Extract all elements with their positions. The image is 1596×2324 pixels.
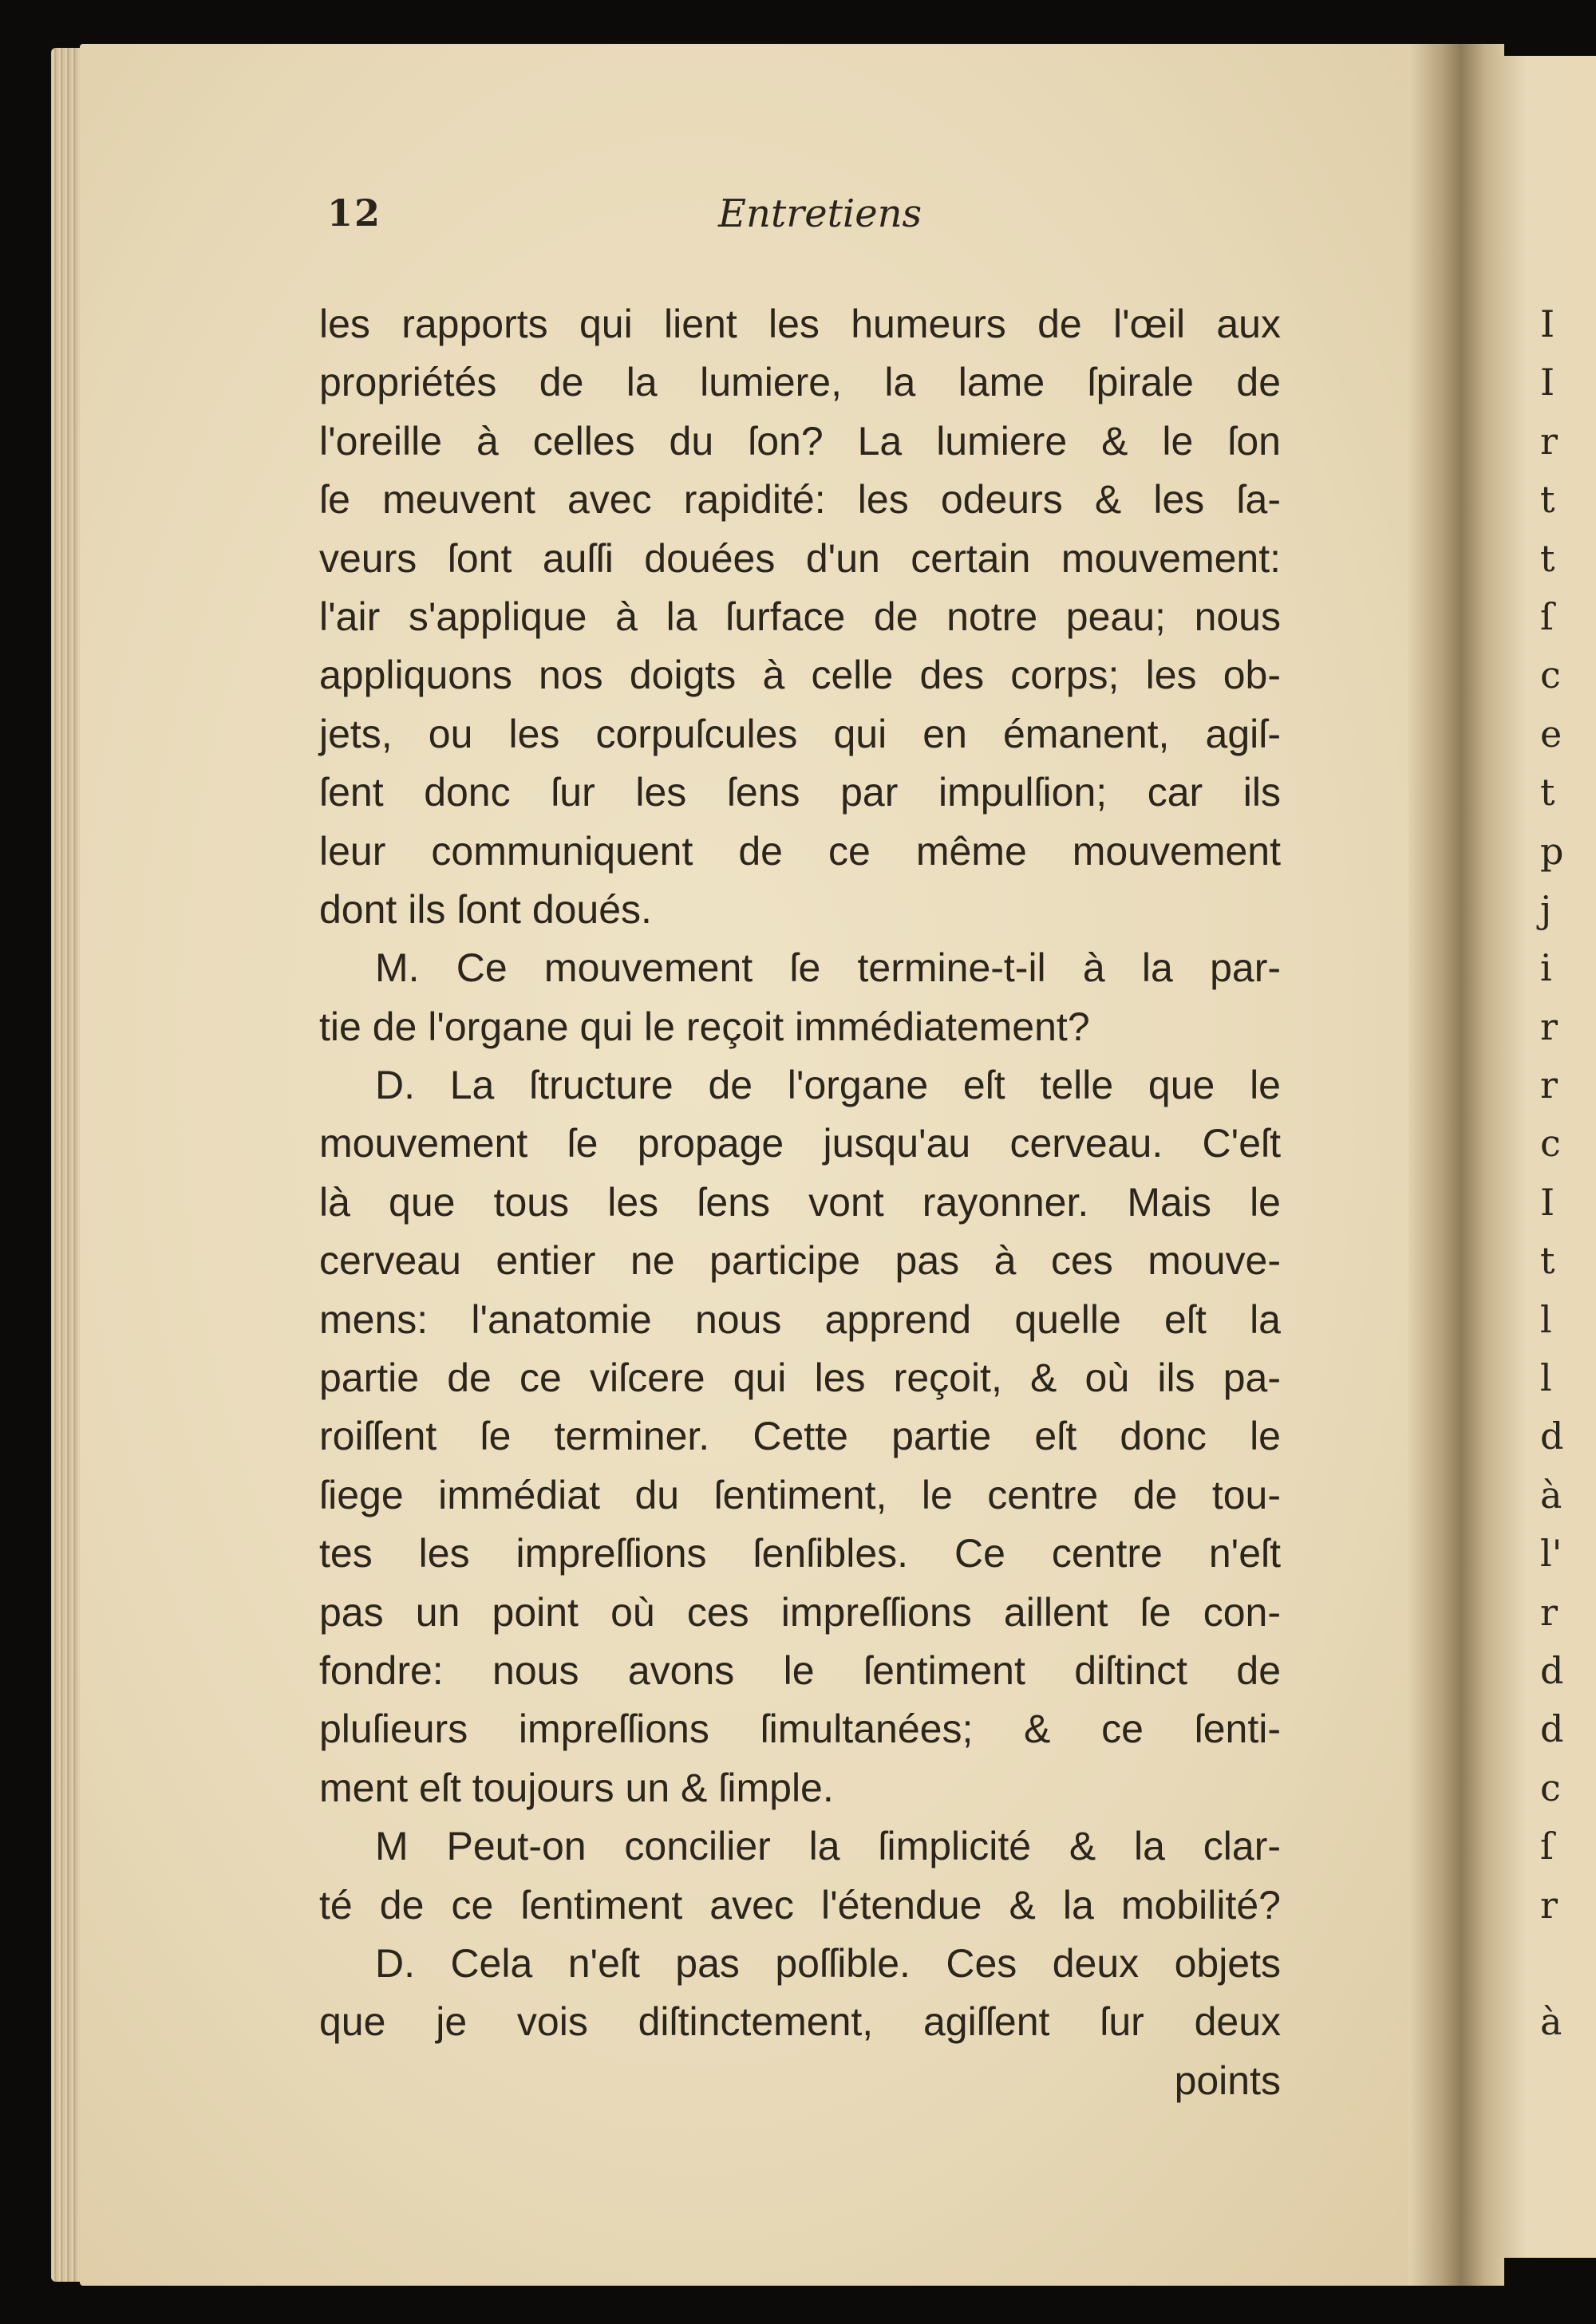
facing-letter: j [1540, 887, 1552, 931]
facing-letter: r [1540, 419, 1558, 463]
text-line: mouvement ſe propage jusqu'au cerveau. C'eſt [319, 1121, 1281, 1166]
text-line: jets, ou les corpuſcules qui en émanent, agiſ- [319, 711, 1281, 756]
facing-letter: r [1540, 1063, 1558, 1107]
facing-letter: d [1540, 1707, 1564, 1751]
facing-letter: l [1540, 1297, 1552, 1341]
text-line: leur communiquent de ce même mouvement [319, 828, 1281, 874]
page-heading: Entretiens [718, 191, 922, 236]
facing-letter: d [1540, 1415, 1564, 1458]
text-line: ſent donc ſur les ſens par impulſion; car ils [319, 770, 1281, 815]
facing-letter: c [1540, 1766, 1561, 1809]
text-line: D. Cela n'eſt pas poſſible. Ces deux objets [375, 1940, 1281, 1986]
facing-letter: ſ [1540, 1825, 1555, 1868]
facing-letter: c [1540, 653, 1561, 697]
facing-letter: l [1540, 1356, 1552, 1400]
text-line: tie de l'organe qui le reçoit immédiatement? [319, 1004, 1090, 1049]
text-line: les rapports qui lient les humeurs de l'œil aux [319, 302, 1281, 346]
text-line: l'air s'applique à la ſurface de notre peau; nous [319, 594, 1281, 639]
text-line: dont ils ſont doués. [319, 886, 652, 932]
facing-letter: à [1540, 1473, 1562, 1517]
text-line: veurs ſont auſſi douées d'un certain mouvement: [319, 535, 1281, 581]
text-line: partie de ce viſcere qui les reçoit, & où ils pa- [319, 1355, 1281, 1401]
text-line: l'oreille à celles du ſon? La lumiere & le ſon [319, 418, 1281, 464]
text-line: mens: l'anatomie nous apprend quelle eſt la [319, 1296, 1281, 1342]
text-line: fondre: nous avons le ſentiment diſtinct de [319, 1647, 1281, 1693]
text-line: ment eſt toujours un & ſimple. [319, 1765, 834, 1810]
facing-letter: à [1540, 2000, 1562, 2044]
facing-letter [1540, 1935, 1588, 1993]
facing-letter: i [1540, 946, 1552, 990]
facing-letter: r [1540, 1590, 1558, 1634]
facing-letter: I [1540, 361, 1555, 404]
body-text [319, 295, 1281, 2110]
facing-letter: r [1540, 1004, 1558, 1048]
facing-page-letters [1540, 295, 1588, 2052]
text-line: roiſſent ſe terminer. Cette partie eſt donc le [319, 1414, 1281, 1459]
facing-letter: t [1540, 478, 1555, 522]
running-head [327, 191, 1285, 255]
facing-letter: p [1540, 829, 1564, 873]
facing-letter: ſ [1540, 594, 1555, 638]
page-number: 12 [327, 191, 382, 235]
text-line: té de ce ſentiment avec l'étendue & la mobilité? [319, 1882, 1281, 1927]
text-line: que je vois diſtinctement, agiſſent ſur deux [319, 1999, 1281, 2045]
facing-letter: t [1540, 1239, 1555, 1283]
text-line: pas un point où ces impreſſions aillent ſe con- [319, 1589, 1281, 1635]
text-line: M. Ce mouvement ſe termine-t-il à la par- [375, 945, 1281, 991]
facing-letter: t [1540, 536, 1555, 580]
text-line: D. La ſtructure de l'organe eſt telle que le [375, 1063, 1281, 1108]
text-line: tes les impreſſions ſenſibles. Ce centre n'eſt [319, 1531, 1281, 1576]
facing-letter: l' [1540, 1532, 1562, 1576]
text-line: là que tous les ſens vont rayonner. Mais le [319, 1179, 1281, 1225]
text-line: ſe meuvent avec rapidité: les odeurs & les ſa- [319, 477, 1281, 523]
facing-letter: I [1540, 1180, 1555, 1224]
facing-letter: c [1540, 1122, 1561, 1166]
text-line: appliquons nos doigts à celle des corps; les ob- [319, 653, 1281, 698]
facing-letter: I [1540, 302, 1555, 345]
text-line: pluſieurs impreſſions ſimultanées; & ce ſenti- [319, 1707, 1281, 1752]
facing-letter: d [1540, 1648, 1564, 1692]
text-line: propriétés de la lumiere, la lame ſpirale de [319, 360, 1281, 405]
text-line: cerveau entier ne participe pas à ces mouve- [319, 1238, 1281, 1284]
catchword: points [1174, 2058, 1281, 2103]
facing-letter: r [1540, 1883, 1558, 1927]
text-line: ſiege immédiat du ſentiment, le centre de tou- [319, 1472, 1281, 1517]
book-gutter [1408, 44, 1504, 2286]
facing-letter: e [1540, 712, 1562, 756]
facing-letter: t [1540, 771, 1555, 815]
text-line: M Peut-on concilier la ſimplicité & la clar- [375, 1824, 1281, 1869]
